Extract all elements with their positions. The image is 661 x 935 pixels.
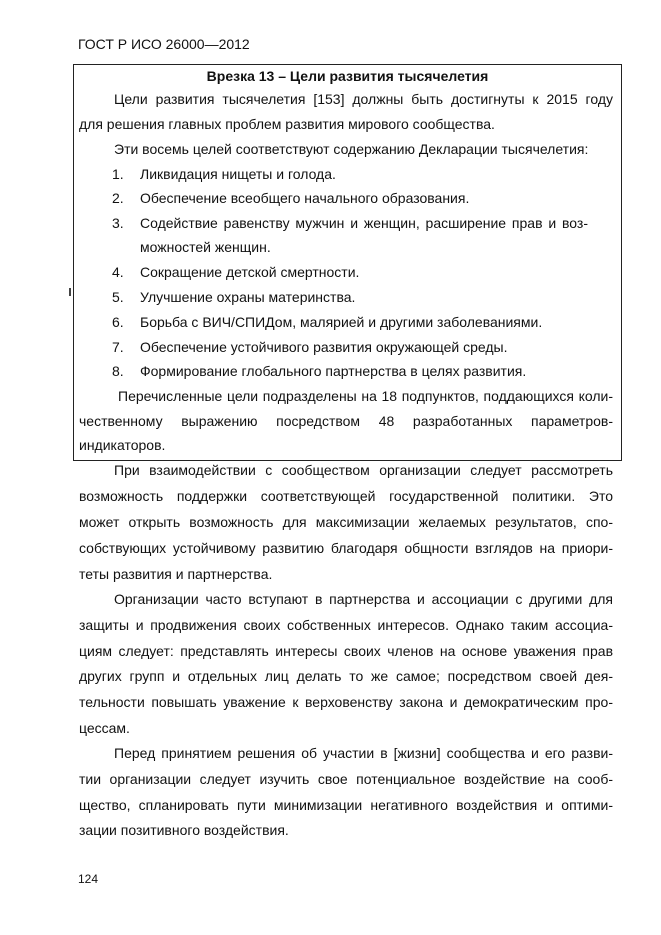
body-line: защиты и продвижения своих собственных интересов. Однако таким ассоциа- (79, 617, 613, 633)
body-line: возможность поддержки соответствующей государственной политики. Это (79, 488, 613, 504)
body-line: Организации часто вступают в партнерства и ассоциации с другими для (114, 591, 613, 607)
list-item-number: 3. (112, 215, 124, 231)
box-closing-line: Перечисленные цели подразделены на 18 подпунктов, поддающихся коли- (118, 388, 613, 404)
list-item-number: 4. (112, 264, 124, 280)
body-line: тии организации следует изучить свое потенциальное воздействие на сооб- (79, 771, 613, 787)
box-intro-line: Цели развития тысячелетия [153] должны быть достигнуты к 2015 году (114, 91, 613, 107)
list-item-text: Обеспечение устойчивого развития окружающей среды. (140, 339, 508, 355)
box-closing-line: чественному выражению посредством 48 разработанных параметров- (79, 413, 613, 429)
box-intro-line: Эти восемь целей соответствуют содержанию Декларации тысячелетия: (114, 141, 589, 157)
body-line: теты развития и партнерства. (79, 566, 273, 582)
body-line: При взаимодействии с сообществом организации следует рассмотреть (114, 462, 613, 478)
body-line: зации позитивного воздействия. (79, 822, 289, 838)
body-line: может открыть возможность для максимизации желаемых результатов, спо- (79, 514, 613, 530)
body-line: цессам. (79, 720, 130, 736)
list-item-number: 2. (112, 190, 124, 206)
list-item-text: Сокращение детской смертности. (140, 264, 360, 280)
list-item-number: 6. (112, 314, 124, 330)
list-item-number: 1. (112, 166, 124, 182)
list-item-text: Формирование глобального партнерства в целях развития. (140, 363, 527, 379)
body-line: Перед принятием решения об участии в [жизни] сообщества и его разви- (114, 745, 613, 761)
list-item-text: Ликвидация нищеты и голода. (140, 166, 336, 182)
box-title: Врезка 13 – Цели развития тысячелетия (206, 68, 489, 84)
body-line: собствующих устойчивому развитию благодаря общности взглядов на приори- (79, 540, 613, 556)
margin-mark (69, 288, 71, 296)
list-item-text: Обеспечение всеобщего начального образования. (140, 190, 470, 206)
body-line: тельности повышать уважение к верховенству закона и демократическим про- (79, 694, 613, 710)
box-intro-line: для решения главных проблем развития мирового сообщества. (79, 116, 495, 132)
list-item-number: 5. (112, 289, 124, 305)
document-header: ГОСТ Р ИСО 26000—2012 (78, 36, 250, 52)
list-item-number: 7. (112, 339, 124, 355)
page-number: 124 (78, 872, 99, 886)
list-item-text: Борьба с ВИЧ/СПИДом, малярией и другими заболеваниями. (140, 314, 543, 330)
body-line: щество, спланировать пути минимизации негативного воздействия и оптими- (79, 797, 613, 813)
list-item-text: Содействие равенству мужчин и женщин, расширение прав и воз- (140, 215, 588, 231)
box-closing-line: индикаторов. (79, 437, 166, 453)
list-item-number: 8. (112, 363, 124, 379)
body-line: других групп и отдельных лиц делать то же самое; посредством своей дея- (79, 668, 613, 684)
list-item-text: можностей женщин. (140, 239, 271, 255)
list-item-text: Улучшение охраны материнства. (140, 289, 356, 305)
body-line: циям следует: представлять интересы своих членов на основе уважения прав (79, 643, 613, 659)
